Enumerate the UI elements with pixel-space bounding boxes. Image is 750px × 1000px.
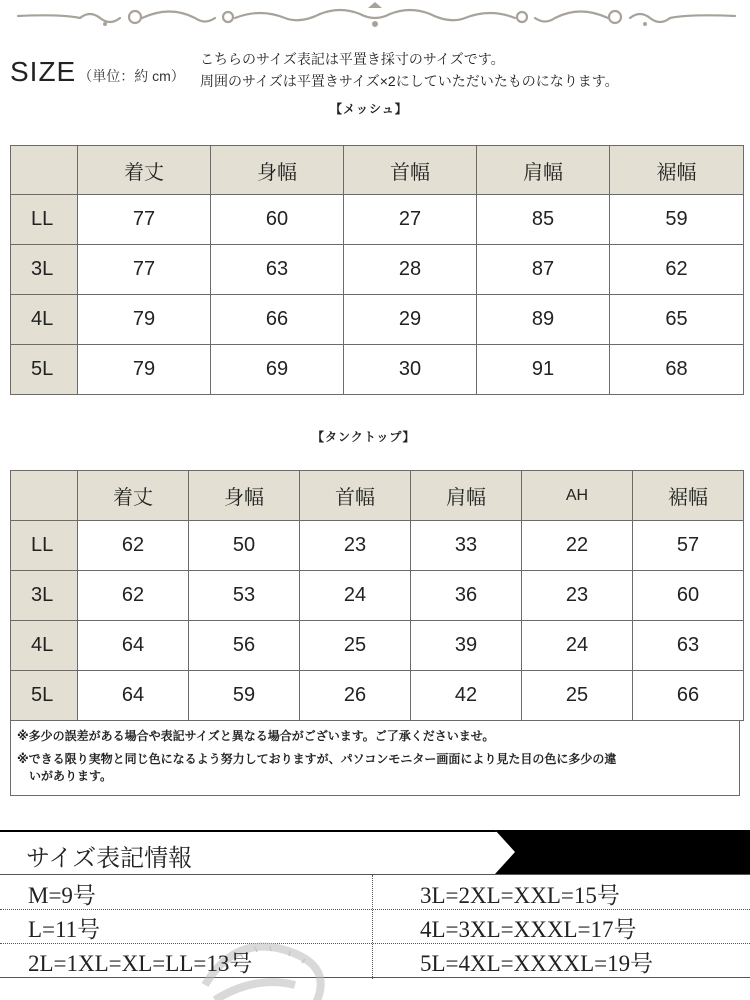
- row-size-label: LL: [11, 195, 78, 245]
- table-cell: 66: [633, 671, 744, 721]
- table-row: [11, 621, 744, 671]
- column-header: 着丈: [78, 471, 189, 521]
- table-cell: 79: [78, 345, 211, 395]
- size-info-item: 4L=3XL=XXXL=17号: [420, 917, 637, 942]
- grid-divider: [0, 909, 750, 910]
- row-size-label: 3L: [11, 571, 78, 621]
- table-cell: 53: [189, 571, 300, 621]
- column-header: 裾幅: [610, 146, 744, 195]
- table-cell: 69: [211, 345, 344, 395]
- size-note-line2: 周囲のサイズは平置きサイズ×2にしていただいたものになります。: [200, 73, 619, 89]
- mesh-title: 【メッシュ】: [330, 102, 408, 116]
- table-cell: 64: [78, 621, 189, 671]
- size-info-title: サイズ表記情報: [26, 846, 193, 872]
- size-note-line1: こちらのサイズ表記は平置き採寸のサイズです。: [200, 51, 505, 67]
- table-row: [11, 671, 744, 721]
- table-cell: 36: [411, 571, 522, 621]
- table-cell: 24: [522, 621, 633, 671]
- size-info-item: L=11号: [28, 917, 101, 942]
- row-size-label: 5L: [11, 671, 78, 721]
- table-cell: 91: [477, 345, 610, 395]
- table-cell: 60: [211, 195, 344, 245]
- table-row: [11, 245, 744, 295]
- table-corner: [11, 471, 78, 521]
- table-row: [11, 195, 744, 245]
- size-info-grid: [0, 874, 750, 978]
- size-info-item: 3L=2XL=XXL=15号: [420, 883, 620, 908]
- table-cell: 22: [522, 521, 633, 571]
- column-header: 肩幅: [411, 471, 522, 521]
- table-cell: 62: [78, 571, 189, 621]
- table-cell: 63: [211, 245, 344, 295]
- row-size-label: 5L: [11, 345, 78, 395]
- size-info-item: 2L=1XL=XL=LL=13号: [28, 951, 253, 976]
- table-cell: 85: [477, 195, 610, 245]
- table-cell: 28: [344, 245, 477, 295]
- table-row: [11, 295, 744, 345]
- table-cell: 42: [411, 671, 522, 721]
- table-row: [11, 345, 744, 395]
- column-header: 身幅: [211, 146, 344, 195]
- size-unit: （単位：約 cm）: [78, 68, 185, 84]
- table-cell: 68: [610, 345, 744, 395]
- size-heading: [10, 56, 185, 88]
- tank-title: 【タンクトップ】: [312, 430, 416, 444]
- table-cell: 30: [344, 345, 477, 395]
- row-size-label: LL: [11, 521, 78, 571]
- column-header: 肩幅: [477, 146, 610, 195]
- table-cell: 23: [522, 571, 633, 621]
- row-size-label: 4L: [11, 295, 78, 345]
- size-note: [200, 48, 745, 92]
- table-cell: 59: [189, 671, 300, 721]
- table-row: [11, 521, 744, 571]
- table-cell: 66: [211, 295, 344, 345]
- table-cell: 26: [300, 671, 411, 721]
- tank-size-table: [10, 470, 744, 721]
- table-cell: 24: [300, 571, 411, 621]
- column-header: 身幅: [189, 471, 300, 521]
- table-cell: 89: [477, 295, 610, 345]
- table-cell: 65: [610, 295, 744, 345]
- decorative-ornament-border: [0, 0, 750, 40]
- table-cell: 62: [610, 245, 744, 295]
- size-info-header: [0, 830, 750, 874]
- table-cell: 77: [78, 195, 211, 245]
- note-line: いがあります。: [29, 769, 113, 783]
- notes-box: [10, 720, 740, 796]
- table-cell: 77: [78, 245, 211, 295]
- table-cell: 33: [411, 521, 522, 571]
- table-cell: 39: [411, 621, 522, 671]
- table-cell: 63: [633, 621, 744, 671]
- table-cell: 57: [633, 521, 744, 571]
- size-info-section: [0, 830, 750, 978]
- row-size-label: 4L: [11, 621, 78, 671]
- table-corner: [11, 146, 78, 195]
- grid-divider: [372, 875, 373, 979]
- column-header: 首幅: [344, 146, 477, 195]
- table-cell: 56: [189, 621, 300, 671]
- size-info-item: M=9号: [28, 883, 96, 908]
- size-info-item: 5L=4XL=XXXXL=19号: [420, 951, 654, 976]
- table-cell: 59: [610, 195, 744, 245]
- size-word: SIZE: [10, 56, 77, 87]
- table-cell: 79: [78, 295, 211, 345]
- column-header: AH: [522, 471, 633, 521]
- table-row: [11, 571, 744, 621]
- table-cell: 27: [344, 195, 477, 245]
- table-cell: 64: [78, 671, 189, 721]
- table-cell: 62: [78, 521, 189, 571]
- table-cell: 23: [300, 521, 411, 571]
- table-cell: 87: [477, 245, 610, 295]
- note-line: ※できる限り実物と同じ色になるよう努力しておりますが、パソコンモニター画面により見た目の色に多少の違: [17, 752, 617, 766]
- column-header: 着丈: [78, 146, 211, 195]
- table-cell: 60: [633, 571, 744, 621]
- row-size-label: 3L: [11, 245, 78, 295]
- table-cell: 50: [189, 521, 300, 571]
- table-cell: 29: [344, 295, 477, 345]
- mesh-size-table: [10, 145, 744, 395]
- table-cell: 25: [300, 621, 411, 671]
- note-line: ※多少の誤差がある場合や表記サイズと異なる場合がございます。ご了承くださいませ。: [17, 729, 495, 743]
- table-cell: 25: [522, 671, 633, 721]
- column-header: 首幅: [300, 471, 411, 521]
- grid-divider: [0, 943, 750, 944]
- column-header: 裾幅: [633, 471, 744, 521]
